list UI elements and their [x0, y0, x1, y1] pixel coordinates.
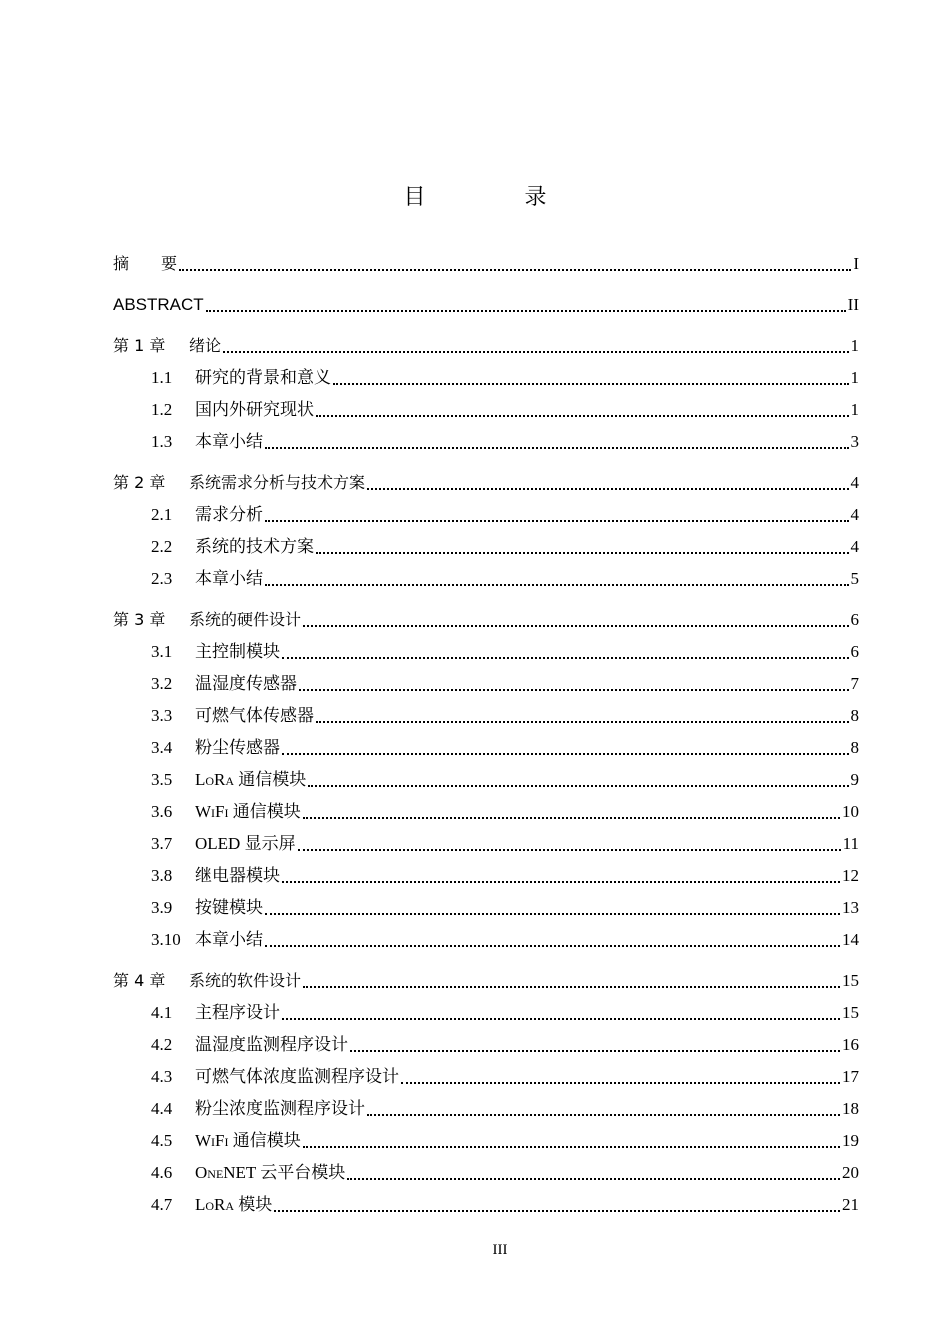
dot-leader [308, 773, 848, 787]
toc-entry-page-number: 12 [842, 866, 859, 885]
toc-entry-page-number: 15 [842, 971, 859, 990]
toc-entry-page-number: 7 [850, 674, 859, 693]
dot-leader [299, 677, 849, 691]
dot-leader [223, 339, 848, 353]
toc-entry-number: 4.3 [151, 1067, 173, 1086]
dot-leader [206, 298, 846, 312]
dot-leader [265, 933, 840, 947]
dot-leader [367, 476, 848, 490]
dot-leader [282, 1006, 840, 1020]
toc-section-entry[interactable] [113, 924, 859, 956]
toc-section-entry[interactable] [113, 636, 859, 668]
toc-entry-page-number: 16 [842, 1035, 859, 1054]
toc-entry-page-number: 18 [842, 1099, 859, 1118]
toc-entry-number: 3.4 [151, 738, 173, 757]
footer-page-number: III [492, 1242, 508, 1258]
dot-leader [401, 1070, 840, 1084]
toc-section-entry[interactable] [113, 997, 859, 1029]
toc-entry-number: 1.3 [151, 432, 173, 451]
toc-section-entry[interactable] [113, 764, 859, 796]
dot-leader [303, 974, 840, 988]
toc-entry-title: 需求分析 [195, 505, 263, 524]
toc-entry-page-number: 6 [850, 610, 859, 629]
dot-leader [303, 613, 848, 627]
dot-leader [350, 1038, 840, 1052]
toc-entry-page-number: 8 [850, 738, 859, 757]
dot-leader [316, 540, 849, 554]
toc-section-entry[interactable] [113, 499, 859, 531]
toc-entry-title: 继电器模块 [195, 866, 280, 885]
toc-chapter-entry[interactable] [113, 467, 859, 499]
toc-entry-title: 系统需求分析与技术方案 [189, 473, 366, 492]
toc-section-entry[interactable] [113, 892, 859, 924]
toc-entry-title: 本章小结 [195, 930, 263, 949]
toc-entry-number: 4.6 [151, 1163, 173, 1182]
toc-entry-number: 3.9 [151, 898, 173, 917]
toc-entry-title: 主控制模块 [195, 642, 280, 661]
toc-entry-page-number: 15 [842, 1003, 859, 1022]
toc-chapter-entry[interactable] [113, 248, 859, 280]
toc-entry-page-number: 20 [842, 1163, 859, 1182]
dot-leader [347, 1166, 840, 1180]
toc-entry-page-number: 1 [850, 368, 859, 387]
toc-entry-number: 2.2 [151, 537, 173, 556]
toc-entry-number: 3.8 [151, 866, 173, 885]
toc-entry-number: 第 3 章 [113, 610, 166, 629]
toc-entry-page-number: 1 [850, 400, 859, 419]
toc-entry-title: 可燃气体浓度监测程序设计 [195, 1067, 399, 1086]
dot-leader [367, 1102, 840, 1116]
toc-entry-title: 系统的软件设计 [189, 971, 302, 990]
toc-entry-title: 国内外研究现状 [195, 400, 314, 419]
dot-leader [179, 257, 851, 271]
toc-entry-title: OLED 显示屏 [195, 834, 296, 853]
toc-entry-title: 主程序设计 [195, 1003, 280, 1022]
toc-entry-page-number: 4 [850, 537, 859, 556]
dot-leader [316, 709, 849, 723]
toc-section-entry[interactable] [113, 394, 859, 426]
toc-entry-page-number: 8 [850, 706, 859, 725]
page-title: 目 录 [403, 185, 593, 210]
toc-section-entry[interactable] [113, 426, 859, 458]
toc-entry-title: 研究的背景和意义 [195, 368, 331, 387]
toc-entry-number: 1.2 [151, 400, 173, 419]
toc-section-entry[interactable] [113, 531, 859, 563]
toc-section-entry[interactable] [113, 563, 859, 595]
toc-entry-title: 系统的技术方案 [195, 537, 314, 556]
dot-leader [316, 403, 849, 417]
toc-entry-title: 温湿度监测程序设计 [195, 1035, 348, 1054]
toc-entry-title: 系统的硬件设计 [189, 610, 302, 629]
toc-section-entry[interactable] [113, 1157, 859, 1189]
toc-entry-page-number: 4 [850, 505, 859, 524]
toc-entry-page-number: II [847, 295, 859, 314]
toc-section-entry[interactable] [113, 1061, 859, 1093]
toc-entry-title: 本章小结 [195, 569, 263, 588]
toc-entry-number: 第 4 章 [113, 971, 166, 990]
toc-section-entry[interactable] [113, 700, 859, 732]
dot-leader [333, 371, 849, 385]
dot-leader [303, 1134, 840, 1148]
toc-entry-page-number: 14 [842, 930, 859, 949]
toc-chapter-entry[interactable] [113, 330, 859, 362]
toc-section-entry[interactable] [113, 860, 859, 892]
toc-entry-number: 4.7 [151, 1195, 173, 1214]
toc-entry-title: 绪论 [189, 336, 222, 355]
toc-entry-page-number: 4 [850, 473, 859, 492]
toc-section-entry[interactable] [113, 668, 859, 700]
dot-leader [265, 508, 849, 522]
toc-section-entry[interactable] [113, 1093, 859, 1125]
toc-entry-title: ABSTRACT [113, 295, 204, 314]
toc-entry-number: 4.5 [151, 1131, 173, 1150]
toc-entry-title: WiFi 通信模块 [195, 802, 301, 821]
toc-entry-title: OneNET 云平台模块 [195, 1163, 346, 1182]
toc-entry-title: 按键模块 [195, 898, 263, 917]
toc-entry-title: 摘 要 [113, 254, 178, 273]
toc-entry-number: 4.1 [151, 1003, 173, 1022]
dot-leader [298, 837, 841, 851]
dot-leader [282, 869, 840, 883]
toc-entry-number: 3.5 [151, 770, 173, 789]
dot-leader [265, 435, 849, 449]
toc-section-entry[interactable] [113, 1189, 859, 1221]
toc-section-entry[interactable] [113, 362, 859, 394]
toc-section-entry[interactable] [113, 828, 859, 860]
toc-entry-title: 可燃气体传感器 [195, 706, 314, 725]
toc-entry-number: 3.3 [151, 706, 173, 725]
dot-leader [282, 645, 849, 659]
toc-entry-number: 3.2 [151, 674, 173, 693]
toc-section-entry[interactable] [113, 1029, 859, 1061]
toc-entry-page-number: 1 [850, 336, 859, 355]
toc-entry-title: LoRa 模块 [195, 1195, 273, 1214]
toc-entry-page-number: 21 [842, 1195, 859, 1214]
toc-entry-title: 粉尘浓度监测程序设计 [195, 1099, 365, 1118]
dot-leader [265, 901, 840, 915]
toc-entry-number: 1.1 [151, 368, 173, 387]
toc-entry-number: 3.7 [151, 834, 173, 853]
toc-entry-page-number: I [853, 254, 859, 273]
toc-entry-page-number: 6 [850, 642, 859, 661]
toc-entry-number: 3.6 [151, 802, 173, 821]
toc-entry-number: 4.4 [151, 1099, 173, 1118]
toc-section-entry[interactable] [113, 732, 859, 764]
toc-entry-page-number: 17 [842, 1067, 859, 1086]
toc-entry-page-number: 10 [842, 802, 859, 821]
toc-entry-title: WiFi 通信模块 [195, 1131, 301, 1150]
toc-entry-page-number: 3 [850, 432, 859, 451]
toc-entry-number: 3.1 [151, 642, 173, 661]
toc-entry-page-number: 9 [850, 770, 859, 789]
toc-chapter-entry[interactable] [113, 289, 859, 321]
toc-entry-number: 第 2 章 [113, 473, 166, 492]
dot-leader [282, 741, 849, 755]
dot-leader [303, 805, 840, 819]
toc-entry-title: 温湿度传感器 [195, 674, 297, 693]
toc-entry-page-number: 11 [842, 834, 859, 853]
toc-section-entry[interactable] [113, 796, 859, 828]
toc-entry-number: 2.3 [151, 569, 173, 588]
toc-entry-number: 3.10 [151, 930, 181, 949]
toc-chapter-entry[interactable] [113, 965, 859, 997]
toc-entry-title: 粉尘传感器 [195, 738, 280, 757]
dot-leader [265, 572, 849, 586]
toc-entry-number: 第 1 章 [113, 336, 166, 355]
toc-entry-title: 本章小结 [195, 432, 263, 451]
dot-leader [274, 1198, 840, 1212]
table-of-contents [113, 248, 859, 1221]
toc-entry-page-number: 5 [850, 569, 859, 588]
toc-chapter-entry[interactable] [113, 604, 859, 636]
toc-entry-number: 2.1 [151, 505, 173, 524]
toc-entry-page-number: 13 [842, 898, 859, 917]
toc-entry-number: 4.2 [151, 1035, 173, 1054]
toc-section-entry[interactable] [113, 1125, 859, 1157]
toc-entry-page-number: 19 [842, 1131, 859, 1150]
toc-entry-title: LoRa 通信模块 [195, 770, 307, 789]
